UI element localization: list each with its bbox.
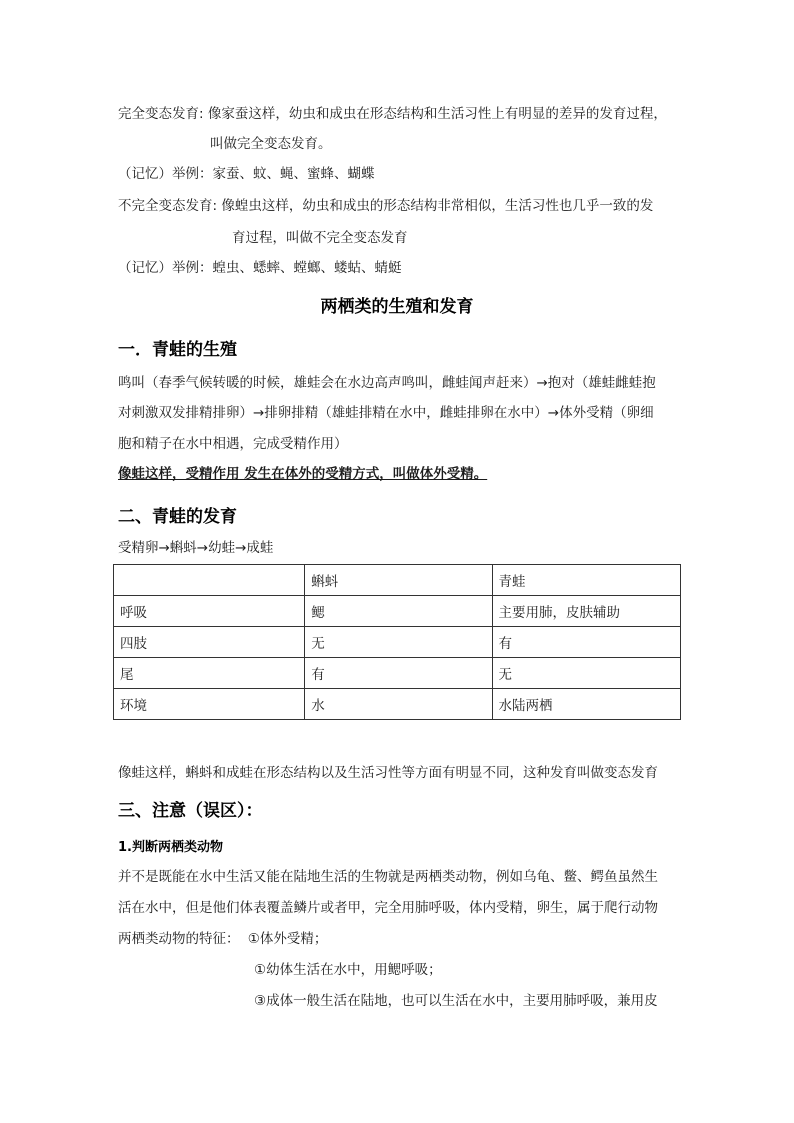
features-label: 两栖类动物的特征： — [118, 931, 240, 947]
section3-paragraph-line1: 并不是既能在水中生活又能在陆地生活的生物就是两栖类动物，例如乌龟、鳖、鳄鱼虽然生 — [118, 869, 658, 885]
development-comparison-table — [113, 564, 681, 720]
incomplete-metamorphosis-line1: 不完全变态发育: 像蝗虫这样，幼虫和成虫的形态结构非常相似，生活习性也几乎一致的发 — [118, 198, 654, 214]
table-cell: 四肢 — [114, 627, 305, 658]
table-row — [114, 596, 681, 627]
section3-heading: 三、注意（误区）： — [118, 801, 263, 821]
table-cell: 水陆两栖 — [492, 689, 681, 720]
table-cell: 水 — [305, 689, 492, 720]
table-cell: 有 — [492, 627, 681, 658]
section2-heading: 二、青蛙的发育 — [118, 507, 237, 527]
page-title: 两栖类的生殖和发育 — [320, 297, 474, 317]
table-row — [114, 658, 681, 689]
complete-metamorphosis-line1: 完全变态发育: 像家蚕这样，幼虫和成虫在形态结构和生活习性上有明显的差异的发育过程， — [118, 106, 667, 122]
development-sequence: 受精卵→蝌蚪→幼蛙→成蛙 — [118, 540, 274, 556]
table-cell: 呼吸 — [114, 596, 305, 627]
section1-heading: 一．青蛙的生殖 — [118, 340, 237, 360]
feature-item-1: ①体外受精； — [247, 931, 328, 947]
section1-paragraph-line2: 对刺激双发排精排卵）→排卵排精（雄蛙排精在水中，雌蛙排卵在水中）→体外受精（卵细 — [118, 405, 654, 421]
complete-metamorphosis-line2: 叫做完全变态发育。 — [210, 136, 332, 152]
incomplete-metamorphosis-examples: （记忆）举例：蝗虫、蟋蟀、螳螂、蝼蛄、蜻蜓 — [118, 260, 402, 276]
table-row — [114, 627, 681, 658]
section1-paragraph-line1: 鸣叫（春季气候转暖的时候，雄蛙会在水边高声鸣叫，雌蛙闻声赶来）→抱对（雄蛙雌蛙抱 — [118, 375, 656, 391]
table-cell: 主要用肺，皮肤辅助 — [492, 596, 681, 627]
section3-subheading: 1.判断两栖类动物 — [118, 840, 223, 855]
features-line — [118, 929, 327, 949]
table-row — [114, 689, 681, 720]
table-cell: 无 — [492, 658, 681, 689]
table-cell: 无 — [305, 627, 492, 658]
section1-paragraph-line3: 胞和精子在水中相遇，完成受精作用） — [118, 436, 348, 452]
complete-metamorphosis-examples: （记忆）举例：家蚕、蚊、蝇、蜜蜂、蝴蝶 — [118, 166, 375, 182]
table-header-cell: 蝌蚪 — [305, 565, 492, 596]
table-cell: 尾 — [114, 658, 305, 689]
incomplete-metamorphosis-line2: 育过程，叫做不完全变态发育 — [232, 230, 408, 246]
table-header-row — [114, 565, 681, 596]
table-cell: 环境 — [114, 689, 305, 720]
table-header-cell — [114, 565, 305, 596]
section3-paragraph-line2: 活在水中，但是他们体表覆盖鳞片或者甲，完全用肺呼吸，体内受精，卵生，属于爬行动物 — [118, 900, 658, 916]
external-fertilization-definition: 像蛙这样，受精作用 发生在体外的受精方式，叫做体外受精。 — [118, 466, 488, 482]
feature-item-3: ③成体一般生活在陆地，也可以生活在水中，主要用肺呼吸，兼用皮 — [254, 993, 658, 1009]
table-cell: 有 — [305, 658, 492, 689]
metamorphosis-summary: 像蛙这样，蝌蚪和成蛙在形态结构以及生活习性等方面有明显不同，这种发育叫做变态发育 — [118, 765, 658, 781]
table-cell: 鳃 — [305, 596, 492, 627]
table-header-cell: 青蛙 — [492, 565, 681, 596]
external-fertilization-definition-wrap — [118, 464, 487, 484]
feature-item-2: ①幼体生活在水中，用鳃呼吸； — [254, 962, 442, 978]
